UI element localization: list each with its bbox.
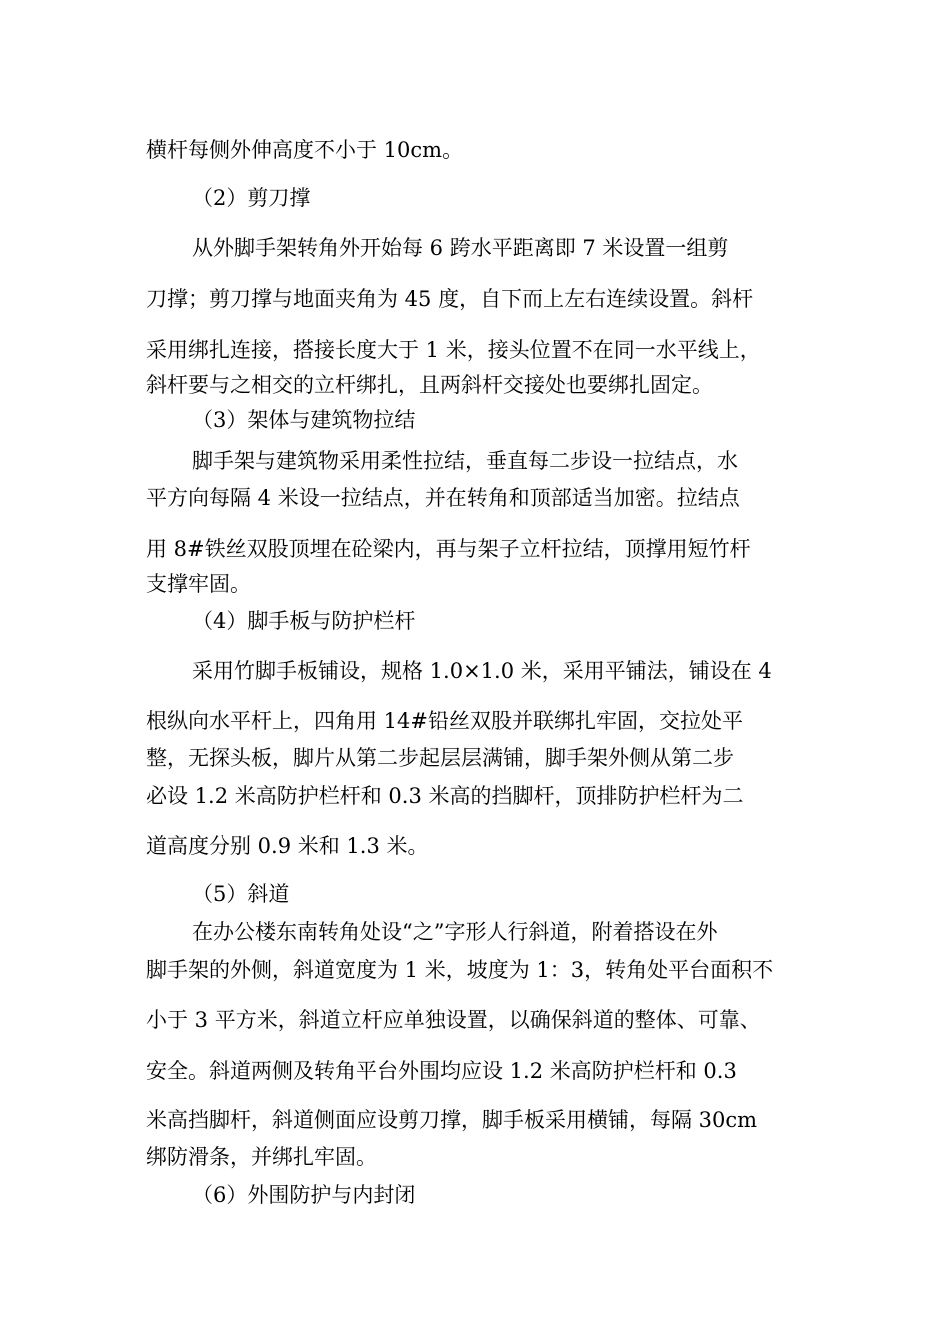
text-line: 米高挡脚杆，斜道侧面应设剪刀撑，脚手板采用横铺，每隔 30cm (146, 1108, 758, 1132)
text-line: 横杆每侧外伸高度不小于 10cm。 (146, 138, 464, 162)
text-line: 采用绑扎连接，搭接长度大于 1 米，接头位置不在同一水平线上， (146, 338, 761, 362)
text-line: 支撑牢固。 (146, 572, 251, 596)
section-heading: （3）架体与建筑物拉结 (192, 408, 416, 432)
text-line: 在办公楼东南转角处设“之”字形人行斜道，附着搭设在外 (192, 920, 718, 944)
text-line: 脚手架与建筑物采用柔性拉结，垂直每二步设一拉结点，水 (192, 449, 738, 473)
text-line: 用 8#铁丝双股顶埋在砼梁内，再与架子立杆拉结，顶撑用短竹杆 (146, 537, 751, 561)
text-line: 脚手架的外侧，斜道宽度为 1 米，坡度为 1：3，转角处平台面积不 (146, 958, 774, 982)
text-line: 斜杆要与之相交的立杆绑扎，且两斜杆交接处也要绑扎固定。 (146, 373, 713, 397)
section-heading: （4）脚手板与防护栏杆 (192, 609, 416, 633)
section-heading: （2）剪刀撑 (192, 186, 311, 210)
text-line: 根纵向水平杆上，四角用 14#铅丝双股并联绑扎牢固，交拉处平 (146, 709, 743, 733)
text-line: 整，无探头板，脚片从第二步起层层满铺，脚手架外侧从第二步 (146, 746, 734, 770)
text-line: 安全。斜道两侧及转角平台外围均应设 1.2 米高防护栏杆和 0.3 (146, 1059, 737, 1083)
text-line: 从外脚手架转角外开始每 6 跨水平距离即 7 米设置一组剪 (192, 236, 729, 260)
text-line: 采用竹脚手板铺设，规格 1.0×1.0 米，采用平铺法，铺设在 4 (192, 659, 772, 683)
text-line: 刀撑；剪刀撑与地面夹角为 45 度，自下而上左右连续设置。斜杆 (146, 287, 754, 311)
section-heading: （5）斜道 (192, 882, 290, 906)
section-heading: （6）外围防护与内封闭 (192, 1183, 416, 1207)
text-line: 绑防滑条，并绑扎牢固。 (146, 1145, 377, 1169)
text-line: 小于 3 平方米，斜道立杆应单独设置，以确保斜道的整体、可靠、 (146, 1008, 761, 1032)
text-line: 平方向每隔 4 米设一拉结点，并在转角和顶部适当加密。拉结点 (146, 486, 740, 510)
text-line: 必设 1.2 米高防护栏杆和 0.3 米高的挡脚杆，顶排防护栏杆为二 (146, 784, 744, 808)
text-line: 道高度分别 0.9 米和 1.3 米。 (146, 834, 429, 858)
